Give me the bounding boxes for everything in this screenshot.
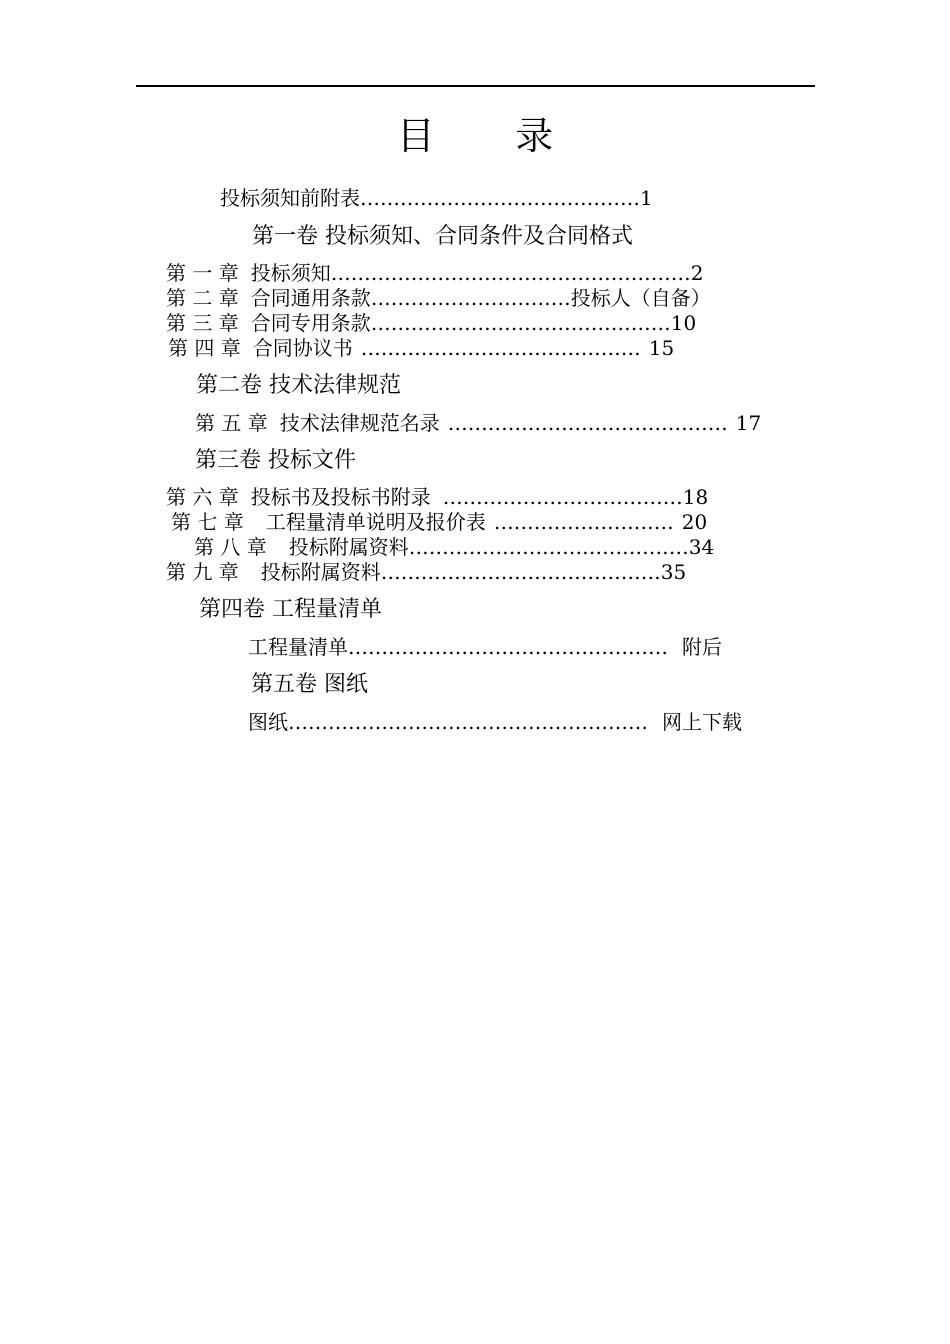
leader-dots: …………………………………… <box>447 411 728 435</box>
page-number: 投标人（自备） <box>570 286 711 310</box>
toc-entry-ch2[interactable] <box>166 286 711 310</box>
leader-dots: ……………………………………………… <box>330 261 691 285</box>
page-number: 网上下载 <box>662 710 742 734</box>
toc-entry-bill-of-quantities[interactable] <box>248 635 722 659</box>
toc-entry-drawings[interactable] <box>248 710 742 734</box>
page-number: 18 <box>682 485 709 509</box>
chapter-label: 第 一 章 <box>166 261 239 285</box>
leader-dots: ………………………… <box>370 286 571 310</box>
toc-entry-ch7[interactable] <box>171 510 707 534</box>
chapter-label: 第 四 章 <box>168 336 241 360</box>
leader-dots: ……………………… <box>493 510 674 534</box>
toc-entry-ch5[interactable] <box>195 411 761 435</box>
page-number: 17 <box>735 411 762 435</box>
leader-dots: …………………………………… <box>408 535 689 559</box>
toc-entry-ch8[interactable] <box>194 535 714 559</box>
entry-text: 工程量清单 <box>248 635 348 659</box>
entry-text: 投标附属资料 <box>288 535 409 559</box>
toc-entry-ch6[interactable] <box>166 485 708 509</box>
page-number: 附后 <box>682 635 722 659</box>
page-number: 2 <box>690 261 704 285</box>
leader-dots: ……………………………………… <box>370 311 671 335</box>
chapter-label: 第 二 章 <box>166 286 239 310</box>
page-number: 20 <box>681 510 708 534</box>
chapter-label: 第 九 章 <box>166 560 239 584</box>
toc-entry-ch9[interactable] <box>166 560 686 584</box>
leader-dots: …………………………………… <box>360 186 640 210</box>
toc-entry-ch1[interactable] <box>166 261 703 285</box>
toc-entry-ch4[interactable] <box>168 336 674 360</box>
leader-dots: ……………………………………………… <box>288 710 648 734</box>
page-number: 35 <box>660 560 687 584</box>
page-title: 目 录 <box>396 114 588 158</box>
volume-heading-3: 第三卷 投标文件 <box>195 448 356 473</box>
entry-text: 合同协议书 <box>252 336 353 360</box>
entry-text: 工程量清单说明及报价表 <box>265 510 486 534</box>
toc-entry-ch3[interactable] <box>166 311 696 335</box>
page-number: 15 <box>648 336 675 360</box>
entry-text: 投标须知前附表 <box>220 186 360 210</box>
chapter-label: 第 八 章 <box>194 535 267 559</box>
page-number: 10 <box>670 311 697 335</box>
toc-entry-preface[interactable] <box>220 186 653 210</box>
chapter-label: 第 五 章 <box>195 411 268 435</box>
leader-dots: ……………………………… <box>442 485 683 509</box>
entry-text: 投标附属资料 <box>260 560 381 584</box>
chapter-label: 第 七 章 <box>171 510 244 534</box>
entry-text: 投标须知 <box>250 261 331 285</box>
leader-dots: …………………………………… <box>380 560 661 584</box>
volume-heading-5: 第五卷 图纸 <box>251 672 368 697</box>
chapter-label: 第 三 章 <box>166 311 239 335</box>
entry-text: 图纸 <box>248 710 288 734</box>
volume-heading-4: 第四卷 工程量清单 <box>199 597 382 622</box>
entry-text: 合同专用条款 <box>250 311 371 335</box>
page-number: 1 <box>640 186 653 210</box>
volume-heading-1: 第一卷 投标须知、合同条件及合同格式 <box>252 224 633 249</box>
entry-text: 合同通用条款 <box>250 286 371 310</box>
header-rule <box>136 85 815 87</box>
chapter-label: 第 六 章 <box>166 485 239 509</box>
page-number: 34 <box>688 535 715 559</box>
volume-heading-2: 第二卷 技术法律规范 <box>196 373 401 398</box>
entry-text: 技术法律规范名录 <box>279 411 440 435</box>
leader-dots: …………………………………… <box>360 336 641 360</box>
entry-text: 投标书及投标书附录 <box>250 485 431 509</box>
leader-dots: ………………………………………… <box>348 635 668 659</box>
